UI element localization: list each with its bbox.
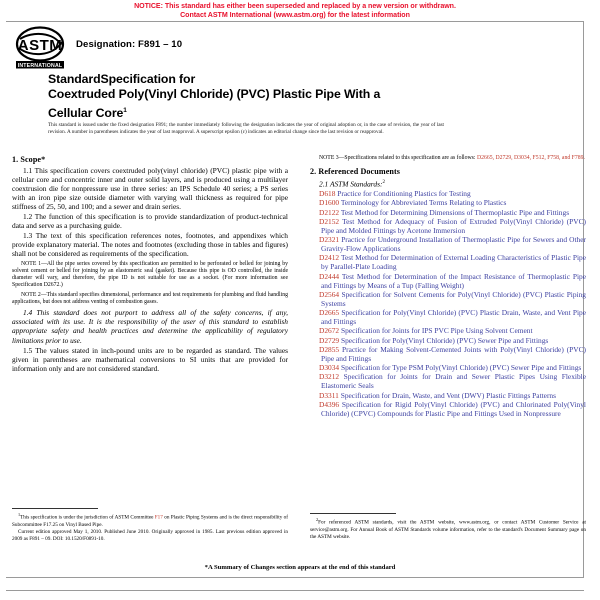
ref-title: Test Method for Adequacy of Fusion of Extruded Poly(Vinyl Chloride) (PVC) Pipe and Molded Fittings by Acetone Immersion [321,216,586,235]
ref-id: D2672 [319,326,340,336]
committee-link[interactable]: F17 [154,514,163,521]
list-item[interactable] [310,253,586,271]
page-frame-bottom [6,577,584,578]
list-item[interactable] [310,326,586,335]
designation-label: Designation: F891 – 10 [76,39,183,50]
footnote-divider-right [310,513,396,514]
ref-title: Specification for Joints for IPS PVC Pipe Using Solvent Cement [340,326,533,336]
svg-text:INTERNATIONAL: INTERNATIONAL [17,63,63,69]
note-3-refs: D2665, D2729, D3034, F512, F758, and F789. [476,155,585,161]
list-item[interactable] [310,372,586,390]
notice-divider [6,21,584,22]
scope-para-1-3: 1.3 The text of this specification references notes, footnotes, and appendixes which provide explanatory material. The notes and footnotes (excluding those in tables and figures) shall not be considered as requirements of the specification. [12,231,288,259]
ref-title: Practice for Making Solvent-Cemented Joints with Poly(Vinyl Chloride) (PVC) Pipe and Fittings [321,344,586,363]
ref-title: Specification for Drain, Waste, and Vent (DWV) Plastic Fittings Patterns [340,390,556,400]
ref-id: D2152 [319,216,340,226]
scope-para-1-4: 1.4 This standard does not purport to address all of the safety concerns, if any, associated with its use. It is the responsibility of the user of this standard to establish appropriate safety and health practices and determine the applicability of regulatory limitations prior to use. [12,308,288,345]
ref-id: D2564 [319,289,340,299]
page-frame-bottom-secondary [6,590,584,591]
list-item[interactable] [310,198,586,207]
footnote-divider-left [12,508,98,509]
scope-heading: 1. Scope* [12,155,46,164]
document-title [48,72,448,121]
ref-title: Practice for Conditioning Plastics for Testing [337,189,471,199]
list-item[interactable] [310,235,586,253]
astm-standards-footnote-marker: 2 [382,179,385,185]
list-item[interactable] [310,400,586,418]
ref-id: D2122 [319,207,340,217]
left-column [12,155,288,374]
footnote-left-para-1: $^1$This specification is under the jurisdiction of ASTM Committee F17 on Plastic Piping Systems and is the direct responsibility of Subcommittee F17.25 on Vinyl Based Pipe. [12,512,288,528]
ref-title: Specification for Poly(Vinyl Chloride) (PVC) Sewer Pipe and Fittings [340,335,549,345]
scope-note-1 [12,261,288,289]
ref-title: Specification for Poly(Vinyl Chloride) (PVC) Plastic Drain, Waste, and Vent Pipe and Fittings [321,308,586,327]
list-item[interactable] [310,345,586,363]
ref-id: D2665 [319,308,340,318]
ref-id: D1600 [319,198,340,208]
title-line-3: Cellular Core$^1$ [48,105,127,120]
note-2-label: NOTE 2— [21,292,47,299]
list-item[interactable] [310,391,586,400]
ref-title: Test Method for Determination of External Loading Characteristics of Plastic Pipe by Parallel-Plate Loading [321,253,587,272]
list-item[interactable] [310,272,586,290]
footnote-left-marker: 1 [18,512,21,517]
ref-id: D3034 [319,363,340,373]
list-item[interactable] [310,336,586,345]
referenced-documents-heading: 2. Referenced Documents [310,167,401,176]
ref-id: D3311 [319,390,339,400]
scope-note-2 [12,292,288,306]
ref-id: D4396 [319,399,340,409]
list-item[interactable] [310,208,586,217]
scope-para-1-2: 1.2 The function of this specification is to provide standardization of product-technical data and serve as a purchasing guide. [12,211,288,231]
title-footnote-marker: 1 [123,106,127,114]
footnote-right-marker: 2 [316,517,319,522]
ref-title: Practice for Underground Installation of Thermoplastic Pipe for Sewers and Other Gravity-Flow Applications [321,235,586,254]
note-2-text: This standard specifies dimensional, performance and test requirements for plumbing and fluid handling applications, but does not address venting of combustion gases. [12,292,288,306]
ref-id: D2412 [319,253,340,263]
astm-standards-subheading: 2.1 ASTM Standards:$^2$ [319,179,385,189]
ref-title: Terminology for Abbreviated Terms Relating to Plastics [340,198,507,208]
ref-id: D2321 [319,235,340,245]
issue-statement: This standard is issued under the fixed designation F891; the number immediately following the designation indicates the year of original adoption or, in the case of revision, the year of last revision. A number in parentheses indicates the year of last reapproval. A superscript epsilon (ε) indicates an editorial change since the last revision or reapproval. [48,122,444,136]
list-item[interactable] [310,217,586,235]
footnote-right-para: $^2$For referenced ASTM standards, visit the ASTM website, www.astm.org, or contact ASTM Customer Service at service@astm.org. For Annual Book of ASTM Standards volume information, refer to the standard's Document Summary page on the ASTM website. [310,517,586,540]
scope-para-1-5: 1.5 The values stated in inch-pound units are to be regarded as standard. The values given in parentheses are mathematical conversions to SI units that are provided for information only and are not considered standard. [12,345,288,373]
title-line-1: StandardSpecification for [48,72,196,86]
ref-id: D2855 [319,344,340,354]
svg-text:ASTM: ASTM [17,37,63,54]
ref-title: Specification for Joints for Drain and Sewer Plastic Pipes Using Flexible Elastomeric Seals [321,372,586,391]
note-3-label: NOTE 3— [319,155,345,161]
footnote-left [12,511,288,543]
note-3-text: Specifications related to this specification are as follows: [344,155,477,161]
ref-title: Test Method for Determining Dimensions of Thermoplastic Pipe and Fittings [340,207,570,217]
withdrawal-notice [6,2,584,20]
note-1-label: NOTE 1— [21,261,47,268]
footnote-right [310,516,586,541]
ref-id: D618 [319,189,336,199]
ref-title: Test Method for Determination of the Impact Resistance of Thermoplastic Pipe and Fittings by Means of a Tup (Falling Weight) [321,271,586,290]
scope-note-3 [310,155,586,162]
note-1-text: All the pipe series covered by this specification are permitted to be perforated or belled for joining by solvent cement or belled for joining by an elastomeric seal (gasket). Because this pipe is OD controlled, the inside diameter will vary, and therefore, the pipe ID is not suitable for use as a socket. (For more information see Specification D2672.) [12,261,288,289]
scope-para-1-1: 1.1 This specification covers coextruded poly(vinyl chloride) (PVC) plastic pipe with a cellular core and concentric inner and outer solid layers, and is produced using a multilayer coextrusion die for nonpressure use in three series: an IPS Schedule 40 series; a PS series with an iron pipe size outside diameter with varying wall thickness as required for pipe stiffness of 25, 50, and 100; and a sewer and drain series. [12,165,288,211]
notice-line-1: NOTICE: This standard has either been superseded and replaced by a new version or withdrawn. [134,2,456,10]
right-column [310,155,586,418]
ref-title: Specification for Solvent Cements for Poly(Vinyl Chloride) (PVC) Plastic Piping Systems [321,289,587,308]
ref-title: Specification for Type PSM Poly(Vinyl Chloride) (PVC) Sewer Pipe and Fittings [340,363,582,373]
document-header [14,26,574,70]
title-line-2: Coextruded Poly(Vinyl Chloride) (PVC) Plastic Pipe With a [48,87,381,102]
list-item[interactable] [310,363,586,372]
referenced-standards-list [310,189,586,418]
list-item[interactable] [310,189,586,198]
astm-logo [14,26,70,70]
ref-id: D3212 [319,372,340,382]
notice-line-2: Contact ASTM International (www.astm.org) for the latest information [180,11,410,20]
ref-id: D2444 [319,271,340,281]
list-item[interactable] [310,308,586,326]
footnote-left-para-2: Current edition approved May 1, 2010. Published June 2010. Originally approved in 1985. Last previous edition approved in 2009 as F891 – 09. DOI: 10.1520/F0891-10. [12,528,288,542]
ref-title: Specification for Rigid Poly(Vinyl Chloride) (PVC) and Chlorinated Poly(Vinyl Chloride) (CPVC) Compounds for Plastic Pipe and Fittings Used in Nonpressure [321,399,586,418]
list-item[interactable] [310,290,586,308]
ref-id: D2729 [319,335,340,345]
summary-of-changes-note: *A Summary of Changes section appears at the end of this standard [204,564,396,571]
